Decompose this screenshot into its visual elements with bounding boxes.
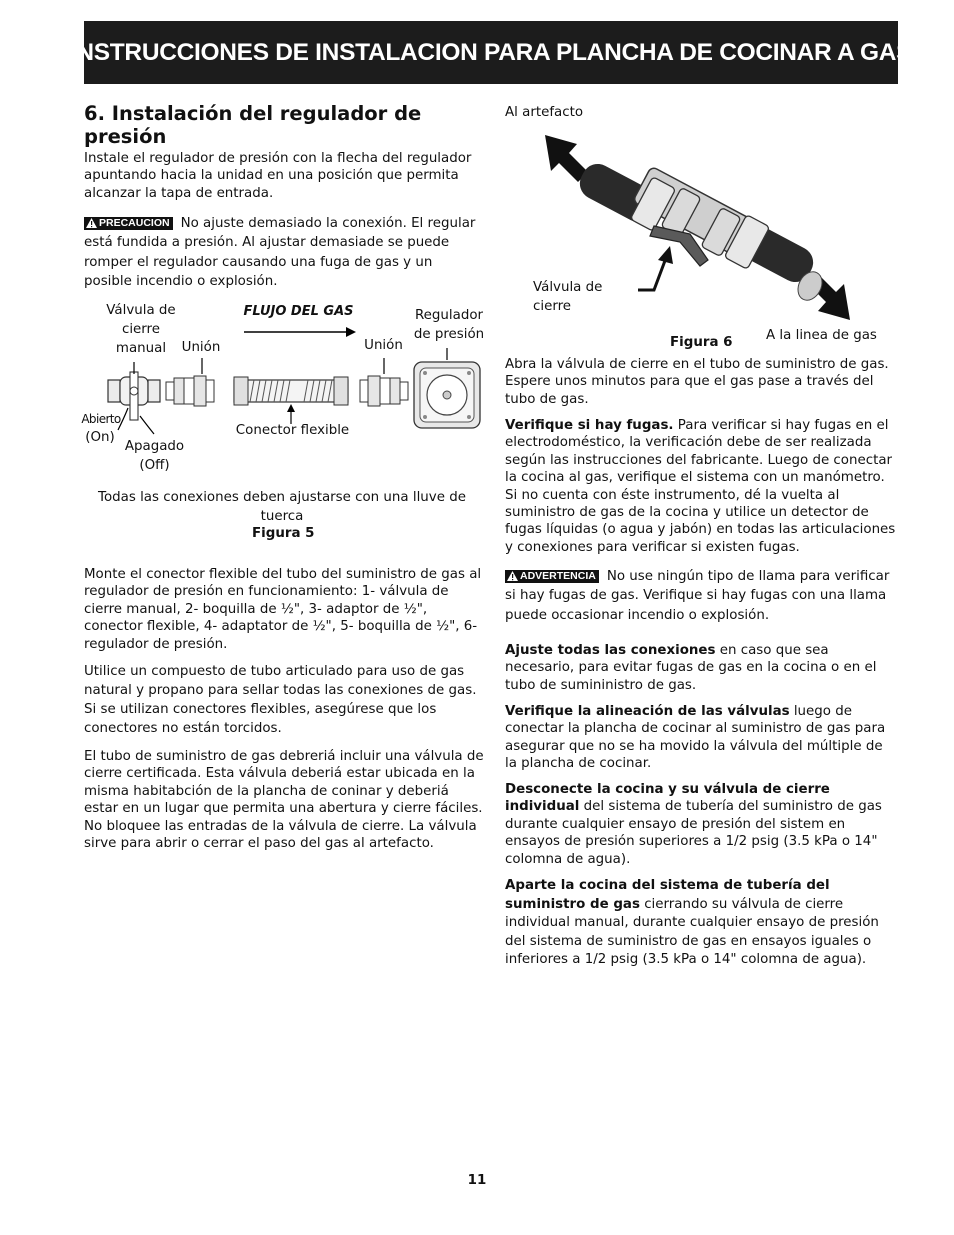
flexible-connector-icon [234, 377, 348, 405]
pressure-regulator-icon [414, 362, 480, 428]
fig5-open-label: Abierto [81, 412, 121, 426]
page-number: 11 [467, 1173, 487, 1188]
manual-valve-icon [108, 372, 160, 420]
fig5-on-label: (On) [85, 430, 115, 445]
shutoff-pointer-line [638, 258, 666, 290]
left-paragraph-1: Monte el conector flexible del tubo del suministro de gas al regulador de presión en funcionamiento: 1- válvula de cierre manual, 2- boquilla de ½", 3- adaptor de ½", conector flexible, 4- adaptator de ½", 5- boquilla de ½", 6- regulador de presión. [84, 567, 482, 652]
right-paragraph-2 [505, 417, 897, 556]
open-arrow [118, 408, 128, 430]
off-arrow [140, 416, 154, 434]
connector-pointer-head [287, 404, 295, 412]
warning-triangle-icon [507, 571, 518, 581]
alignment-text: luego de conectar la plancha de cocinar al suministro de gas para asegurar que no se ha movido la válvula del múltiple de la plancha de cocinar. [505, 704, 886, 772]
right-paragraph-4 [505, 703, 897, 773]
caution-text: No ajuste demasiado la conexión. El regular está fundida a presión. Al ajustar demasiade se puede romper el regulador causando una fuga de gas y un posible incendio o explosión. [84, 216, 476, 290]
fig5-off-label: Apagado (Off) [124, 439, 185, 473]
fig5-valve-label: Válvula de cierre manual [106, 303, 176, 356]
fig5-flow-label: FLUJO DEL GAS [243, 304, 354, 319]
warning-paragraph [505, 567, 897, 625]
fig5-union-right-label: Unión [364, 338, 403, 353]
right-paragraph-5 [505, 781, 897, 868]
fig5-caption: Figura 5 [252, 526, 315, 541]
gas-pipe-icon [574, 158, 827, 304]
fig5-connector-label: Conector flexible [235, 423, 350, 438]
leak-check-text: Para verificar si hay fugas en el electrodoméstico, la verificación debe de ser realizada según las instrucciones del fabricante. Luego de conectar la cocina al gas, verifique el sistema con un manómetro. Si no cuenta con éste instrumento, dé la vuelta al suministro de gas de la cocina y utilice un detector de fugas líquidas (o agua y jabón) en todas las articulaciones y conexiones para verificar si existen fugas. [505, 418, 896, 555]
leak-check-heading: Verifique si hay fugas. [505, 418, 674, 433]
fig6-shutoff-label: Válvula de cierre [533, 280, 603, 314]
fig5-note: Todas las conexiones deben ajustarse con una lluve de tuerca [98, 490, 466, 524]
adjust-text: en caso que sea necesario, para evitar fugas de gas en la cocina o en el tubo de sumininistro de gas. [505, 643, 877, 693]
left-paragraph-2: Utilice un compuesto de tubo articulado para uso de gas natural y propano para sellar todas las conexiones de gas. Si se utilizan conectores flexibles, asegúrese que los conectores no están torcidos. [84, 664, 477, 736]
figure5-diagram [84, 300, 484, 460]
alignment-heading: Verifique la alineación de las válvulas [505, 704, 790, 719]
caution-paragraph [84, 214, 484, 292]
banner-title: INSTRUCCIONES DE INSTALACION PARA PLANCHA DE COCINAR A GAS [69, 38, 913, 66]
flow-arrow-head [346, 327, 356, 337]
isolate-text: cierrando su válvula de cierre individual manual, durante cualquier ensayo de presión del sistema de suministro de gas en ensayos iguales o inferiores a 1/2 psig (3.5 kPa o 14" colomna de agua). [505, 896, 879, 968]
fig6-caption: Figura 6 [670, 335, 733, 350]
right-paragraph-6 [505, 877, 897, 970]
page-banner [69, 21, 913, 84]
union-left-fitting-icon [166, 376, 214, 406]
left-paragraph-3: El tubo de suministro de gas debreriá incluir una válvula de cierre certificada. Esta válvula deberiá estar ubicada en la misma habitabción de la plancha de coninar y deberiá estar en un lugar que permita una abertura y cierre fáciles. No bloquee las entradas de la válvula de cierre. La válvula sirve para abrir o cerrar el paso del gas al artefacto. [84, 749, 484, 852]
caution-badge-label: PRECAUCION [99, 217, 170, 229]
fig6-to-appliance: Al artefacto [505, 105, 584, 120]
warning-text: No use ningún tipo de llama para verificar si hay fugas de gas. Verifique si hay fugas con una llama puede occasionar incendio o explosión. [505, 569, 890, 623]
disconnect-text: del sistema de tubería del suministro de gas durante cualquier ensayo de presión del sistem en ensayos de presión superiores a 1/2 psig (3.5 kPa o 14" colomna de agua). [505, 799, 882, 867]
arrow-to-appliance-icon [545, 135, 588, 182]
isolate-heading: Aparte la cocina del sistema de tubería del suministro de gas [505, 878, 830, 912]
fig5-regulator-label: Regulador de presión [413, 308, 485, 342]
adjust-heading: Ajuste todas las conexiones [505, 643, 716, 658]
right-paragraph-1: Abra la válvula de cierre en el tubo de suministro de gas. Espere unos minutos para que el gas pase a través del tubo de gas. [505, 357, 889, 407]
figure6-diagram [530, 120, 870, 330]
fig5-union-left-label: Unión [181, 340, 221, 355]
section-title: 6. Instalación del regulador de presión [84, 102, 422, 148]
intro-paragraph: Instale el regulador de presión con la flecha del regulador apuntando hacia la unidad en una posición que permita alcanzar la tapa de entrada. [84, 151, 472, 201]
fig6-to-gas-line: A la linea de gas [766, 328, 877, 343]
warning-badge-label: ADVERTENCIA [520, 570, 596, 582]
union-right-fitting-icon [360, 376, 408, 406]
warning-badge [505, 570, 599, 583]
warning-triangle-icon [86, 218, 97, 228]
shutoff-pointer-head [658, 246, 673, 264]
caution-badge [84, 217, 173, 230]
disconnect-heading: Desconecte la cocina y su válvula de cierre individual [505, 782, 830, 815]
right-paragraph-3 [505, 642, 897, 694]
